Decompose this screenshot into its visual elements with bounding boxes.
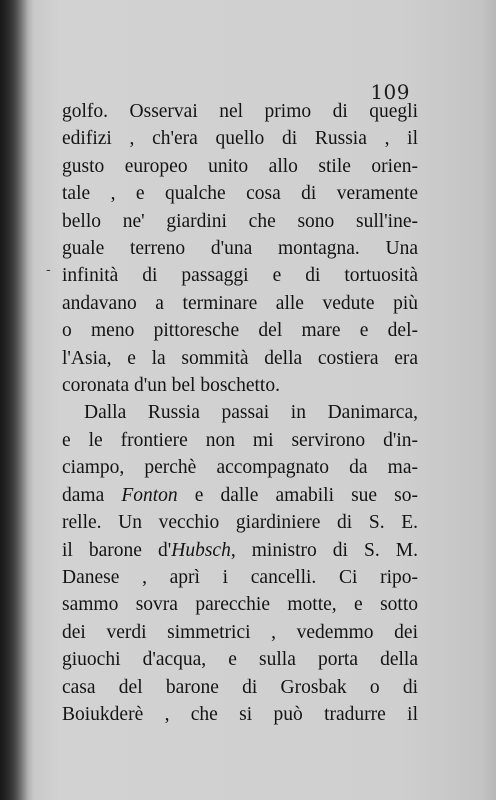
text-line (62, 537, 418, 564)
text-line (62, 98, 418, 125)
text-run: andavano a terminare alle vedute più (62, 292, 418, 314)
text-run: golfo. Osservai nel primo di quegli (62, 101, 418, 122)
text-line (62, 646, 418, 673)
text-run: relle. Un vecchio giardiniere di S. E. (62, 512, 418, 534)
text-run: infinità di passaggi e di tortuosità (62, 265, 418, 287)
text-run: coronata d'un bel boschetto. (62, 375, 280, 397)
text-line (62, 674, 418, 701)
text-run: tale , e qualche cosa di veramente (62, 183, 418, 205)
page-number: 109 (370, 80, 410, 104)
text-run: o meno pittoresche del mare e del- (62, 320, 418, 342)
text-line (62, 235, 418, 262)
text-run: e le frontiere non mi servirono d'in- (62, 429, 418, 451)
text-run: edifizi , ch'era quello di Russia , il (62, 128, 418, 150)
italic-text: Fonton (121, 484, 178, 506)
text-line (62, 564, 418, 591)
text-line (62, 345, 418, 372)
text-line (62, 153, 418, 180)
text-line (62, 399, 418, 426)
text-line (62, 427, 418, 454)
text-line (62, 509, 418, 536)
text-line (62, 290, 418, 317)
text-line (62, 591, 418, 618)
text-run: dei verdi simmetrici , vedemmo dei (62, 621, 418, 643)
text-line (62, 482, 418, 509)
text-line (62, 454, 418, 481)
text-run: l'Asia, e la sommità della costiera era (62, 347, 418, 369)
text-run: bello ne' giardini che sono sull'ine- (62, 210, 418, 232)
text-run: , ministro di S. M. (230, 539, 418, 561)
text-run: giuochi d'acqua, e sulla porta della (62, 649, 418, 671)
text-line (62, 262, 418, 289)
text-line (62, 619, 418, 646)
italic-text: Hubsch (171, 539, 231, 561)
text-run: gusto europeo unito allo stile orien- (62, 155, 418, 177)
text-line (62, 180, 418, 207)
margin-mark: - (46, 262, 51, 278)
text-run: dama (62, 484, 122, 506)
text-line (62, 125, 418, 152)
book-gutter-shadow (0, 0, 28, 800)
text-run: guale terreno d'una montagna. Una (62, 238, 418, 260)
text-line (62, 701, 418, 728)
body-text (62, 98, 418, 728)
text-run: casa del barone di Grosbak o di (62, 676, 418, 698)
text-line (62, 208, 418, 235)
text-run: Dalla Russia passai in Danimarca, (84, 402, 418, 424)
text-run: sammo sovra parecchie motte, e sotto (62, 594, 418, 616)
text-run: Danese , aprì i cancelli. Ci ripo- (62, 566, 418, 588)
text-line (62, 372, 418, 399)
text-line (62, 317, 418, 344)
text-run: il barone d' (62, 539, 172, 561)
text-run: e dalle amabili sue so- (177, 484, 418, 506)
text-run: Boiukderè , che si può tradurre il (62, 703, 418, 725)
text-run: ciampo, perchè accompagnato da ma- (62, 457, 418, 479)
